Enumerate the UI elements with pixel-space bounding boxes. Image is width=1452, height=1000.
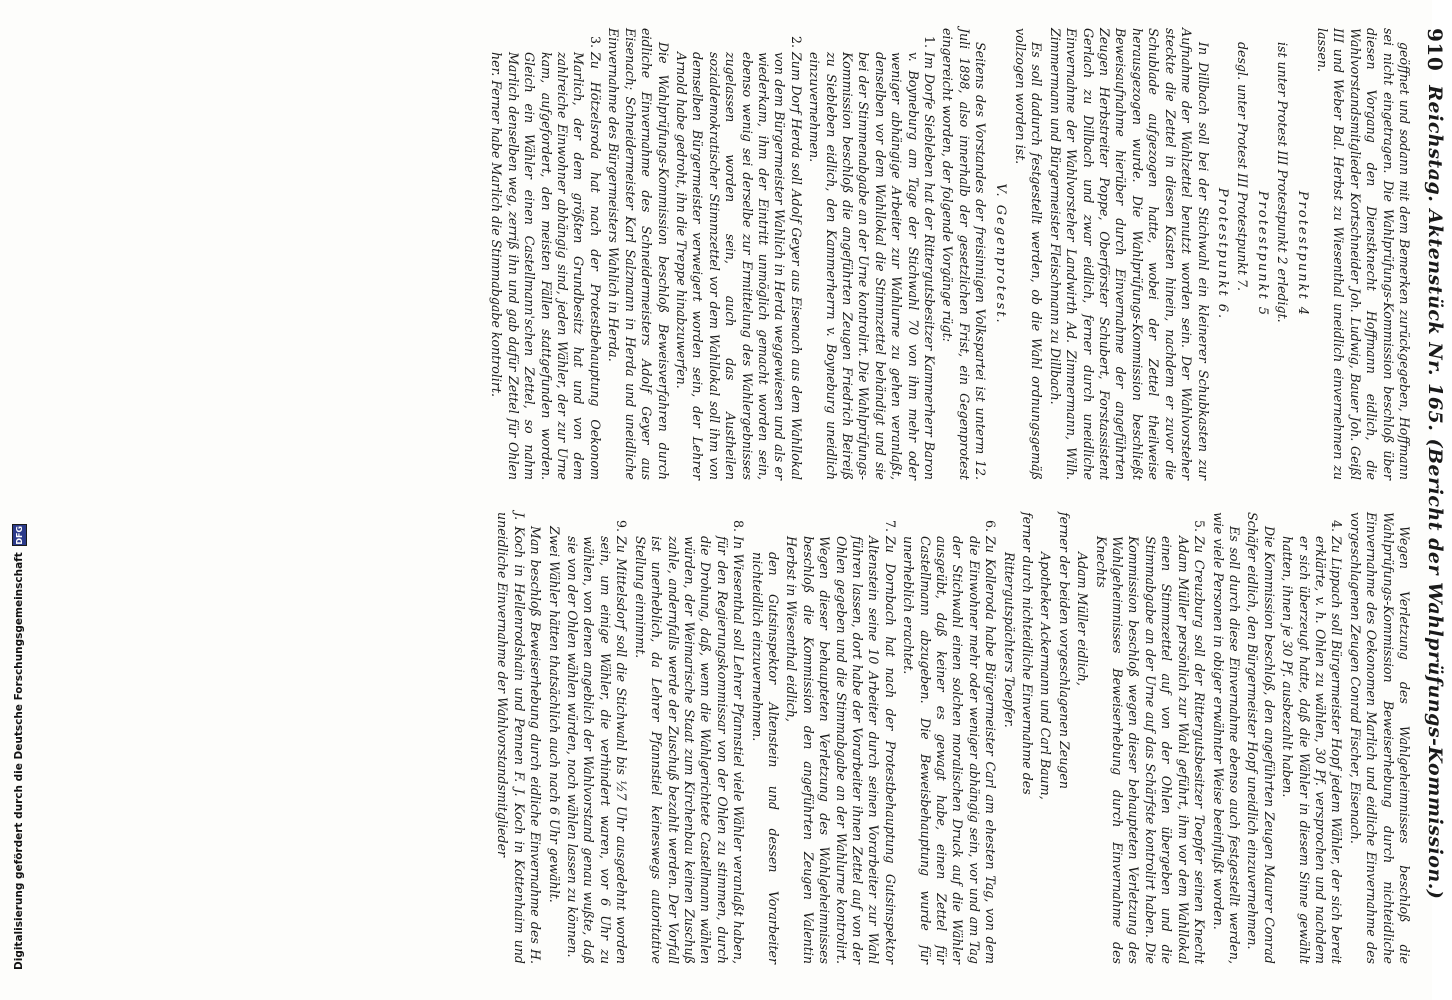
paragraph: Rittergutspächters Toepfer.	[1001, 552, 1017, 728]
paragraph: ferner durch nichteidliche Einvernahme des	[1020, 512, 1036, 795]
paragraph: ist unter Protest III Protestpunkt 2 erledigt.	[1275, 42, 1291, 323]
paragraph: desgl. unter Protest III Protestpunkt 7.	[1235, 42, 1251, 291]
numbered-item	[806, 28, 937, 480]
dfg-logo	[12, 524, 27, 546]
item-text: Zum Dorf Herda soll Adolf Geyer aus Eisenach aus dem Wahllokal von dem Bürgermeister Wahlich in Herda weggewiesen und als er wiederkam, ihm der Eintritt unmöglich gemacht worden sein, ebenso wenig sei derselbe zur Ermittelung des Wahlergebnisses zugelassen worden sein, auch das Austheilen sozialdemokratischer Stimmzettel vor dem Wahllokal soll ihm von demselben Bürgermeister verweigert worden sein, der Lehrer Arnold habe gedroht, ihn die Treppe hinabzuwerfen.	[673, 52, 804, 480]
numbered-item	[488, 28, 603, 480]
item-number: 3.	[587, 35, 603, 48]
item-number: 6.	[983, 519, 999, 532]
item-number: 4.	[1329, 519, 1345, 532]
page-number: 910	[1423, 28, 1447, 72]
paragraph: Es soll durch diese Einvernahme ebenso auch festgestellt werden, wie viele Personen in obiger erwähnter Weise beeinflußt worden.	[1210, 512, 1242, 964]
section-heading: Protestpunkt 6.	[1214, 187, 1230, 321]
paragraph: Wegen Verletzung des Wahlgeheimnisses beschloß die Wahlprüfungs-Kommission Beweiserhebung durch nichteidliche Einvernahme des Oekonomen Marlich und eidliche Einvernahme des vorgeschlagenen Zeugen Conrad Fischer, Eisenach.	[1347, 512, 1412, 964]
numbered-item	[564, 512, 630, 964]
item-text: Zu Creuzburg soll der Rittergutsbesitzer Toepfer seinen Knecht Adam Müller persönlich zur Wahl geführt, ihm vor dem Wahllokal einen Stimmzettel auf von der Ohlen übergeben und die Stimmabgabe an der Urne auf das Schärfste kontrolirt haben. Die Kommission beschloß wegen dieser behaupteten Verletzung des Wahlgeheimnisses Beweiserhebung durch Einvernahme des Knechts	[1093, 536, 1208, 964]
paragraph: Seitens des Vorstandes der freisinnigen Volkspartei ist unterm 12. Juli 1898, also innerhalb der gesetzlichen Frist, ein Gegenprotest eingereicht worden, der folgende Vorgänge rügt:	[940, 28, 989, 480]
paragraph: geöffnet und sodann mit dem Bemerken zurückgegeben, Hoffmann sei nicht eingetragen. Die Wahlprüfungs-Kommission beschloß über diesen Vorgang den Dienstknecht Hoffmann eidlich, die Wahlvorstandsmitglieder Kortschneider Joh. Ludwig, Bauer Joh. Geißl III und Weber Bal. Herbst zu Wiesenthal uneidlich einvernehmen zu lassen.	[1314, 28, 1412, 480]
digitization-credit	[4, 372, 28, 992]
section-heading: Protestpunkt 4	[1294, 190, 1310, 318]
running-title: Reichstag. Aktenstück Nr. 165. (Bericht der Wahlprüfungs-Kommission.)	[1424, 85, 1446, 900]
page-header	[1418, 28, 1452, 968]
left-column	[162, 28, 1412, 480]
item-text: Zu Kolleroda habe Bürgermeister Carl am ehesten Tag, von dem die Einwohner mehr oder weniger abhängig sein, vor und am Tag der Stichwahl einen solchen moralischen Druck auf die Wähler ausgeübt, daß keiner es gewagt habe, einen Zettel für Castellmann abzugeben. Die Beweisbehauptung wurde für unerheblich erachtet.	[901, 536, 999, 964]
numbered-item	[673, 28, 804, 480]
paragraph: Die Wahlprüfungs-Kommission beschloß Beweisverfahren durch eidliche Einvernahme des Schneidermeisters Adolf Geyer aus Eisenach; Schneidermeister Karl Salzmann in Herda und uneidliche Einvernahme des Bürgermeisters Wahlich in Herda.	[606, 28, 671, 480]
item-text: In Wiesenthal soll Lehrer Pfannstiel viele Wähler veranlaßt haben, für den Regierungskommissar von der Ohlen zu stimmen, durch die Drohung, daß, wenn die Wahlgerichtete Castellmann wählen würden, der Weimarische Staat zum Kirchenbau keinen Zuschuß zahle, andernfalls werde der Zuschuß bezahlt werden. Der Vorfall ist unerheblich, da Lehrer Pfannstiel keineswegs autoritative Stellung einnimmt.	[632, 536, 747, 964]
numbered-item	[1279, 512, 1345, 964]
item-number: 7.	[882, 519, 898, 532]
section-heading: Protestpunkt 5	[1254, 190, 1270, 318]
item-text: Zu Hötzelsroda hat nach der Protestbehauptung Oekonom Marlich, der dem größten Grundbesitz hat und von dem zahlreiche Einwohner abhängig sind, jeden Wähler, der zur Urne kam, aufgefordert, den meisten Fällen stattgefunden worden. Gleich ein Wähler einen Castellmann'schen Zettel, so nahm Marlich denselben weg, zerriß ihn und gab dafür Zettel für Ohlen her. Ferner habe Marlich die Stimmabgabe kontrolirt.	[489, 52, 603, 480]
numbered-item	[1092, 512, 1207, 964]
item-text: Zu Mittelsdorf soll die Stichwahl bis ½7 Uhr ausgedehnt worden sein, um einige Wähler, die verhindert waren, vor 6 Uhr zu wählen, von denen angeblich der Wahlvorstand genau wußte, daß sie von der Ohlen wählen würden, noch wählen lassen zu können.	[565, 536, 630, 964]
paragraph: Es soll dadurch festgestellt werden, ob die Wahl ordnungsgemäß vollzogen worden ist.	[1013, 28, 1045, 480]
item-number: 2.	[788, 35, 804, 48]
item-number: 1.	[922, 35, 938, 48]
paragraph: ferner der beiden vorgeschlagenen Zeugen	[1056, 512, 1072, 789]
item-text: Im Dorfe Siebleben hat der Rittergutsbesitzer Kammerherr Baron v. Boyneburg am Tage der Stichwahl 70 von ihm mehr oder weniger abhängige Arbeiter zur Wahlurne zu gehen veranlaßt, denselben vor dem Wahllokal die Stimmzettel behändigt und sie bei der Stimmenabgabe an der Urne kontrolirt. Die Wahlprüfungs-Kommission beschloß die angeführten Zeugen Friedrich Beireiß zu Siebleben eidlich, den Kammerherrn v. Boyneburg uneidlich einzuvernehmen.	[807, 52, 938, 480]
section-heading: V. Gegenprotest.	[992, 183, 1008, 325]
item-text: Zu Lippach soll Bürgermeister Hopf jedem Wähler, der sich bereit erklärte, v. h. Ohlen zu wählen, 30 Pf. versprochen und nachdem er sich überzeugt hatte, daß die Wähler in diesem Sinne gewählt hatten, ihnen je 30 Pf. ausbezahlt haben.	[1280, 536, 1345, 964]
right-column	[162, 512, 1412, 964]
item-number: 5.	[1192, 519, 1208, 532]
paragraph: Die Kommission beschloß, den angeführten Zeugen Maurer Conrad Schäfer eidlich, den Bürgermeister Hopf uneidlich einzuvernehmen.	[1245, 512, 1277, 964]
paragraph: den Gutsinspektor Altenstein und dessen Vorarbeiter nichteidlich einzuvernehmen.	[749, 552, 781, 964]
paragraph: In Dillbach soll bei der Stichwahl ein kleinerer Schubkasten zur Aufnahme der Wahlzettel benutzt worden sein. Der Wahlvorsteher steckte die Zettel in diesen Kasten hinein, nachdem er zuvor die Schublade aufgezogen hatte, wobei der Zettel theilweise herausgezogen wurde. Die Wahlprüfungs-Kommission beschließt Beweisaufnahme hierüber durch Einvernahme der angeführten Zeugen Herbstreiter Poppe, Oberförster Schubert, Forstassistent Gerlach zu Dillbach und zwar eidlich, ferner durch uneidliche Einvernahme der Wahlvorsteher Landwirth Ad. Zimmermann, Wilh. Zimmermann und Bürgermeister Fleischmann zu Dillbach.	[1047, 28, 1211, 480]
numbered-item	[900, 512, 998, 964]
item-text: Zu Dornbach hat nach der Protestbehauptung Gutsinspektor Altenstein seine 10 Arbeiter durch seinen Vorarbeiter zur Wahl führen lassen, dort habe der Vorarbeiter ihnen Zettel auf von der Ohlen gegeben und die Stimmabgabe an der Wahlurne kontrolirt. Wegen dieser behaupteten Verletzung des Wahlgeheimnisses beschloß die Kommission den angeführten Zeugen Valentin Herbst in Wiesenthal eidlich,	[784, 536, 898, 964]
dfg-logo-label: DFG	[14, 525, 24, 545]
rotated-document-page	[60, 28, 1452, 968]
paragraph: Man beschloß Beweiserhebung durch eidliche Einvernahme des H. J. Koch in Hellenrodshain und Pennen F. J. Koch in Kottenhaim und uneidliche Einvernahme der Wahlvorstandsmitglieder	[495, 512, 544, 964]
paragraph: Apotheker Ackermann und Carl Baum,	[1038, 552, 1054, 800]
paragraph: Zwei Wähler hätten thatsächlich auch nach 6 Uhr gewählt.	[546, 526, 562, 903]
credit-text: Digitalisierung gefördert durch die Deutsche Forschungsgemeinschaft	[13, 552, 25, 970]
text-columns	[162, 28, 1412, 968]
item-number: 8.	[731, 519, 747, 532]
numbered-item	[631, 512, 746, 964]
numbered-item	[783, 512, 898, 964]
paragraph: Adam Müller eidlich,	[1075, 552, 1091, 686]
item-number: 9.	[614, 519, 630, 532]
